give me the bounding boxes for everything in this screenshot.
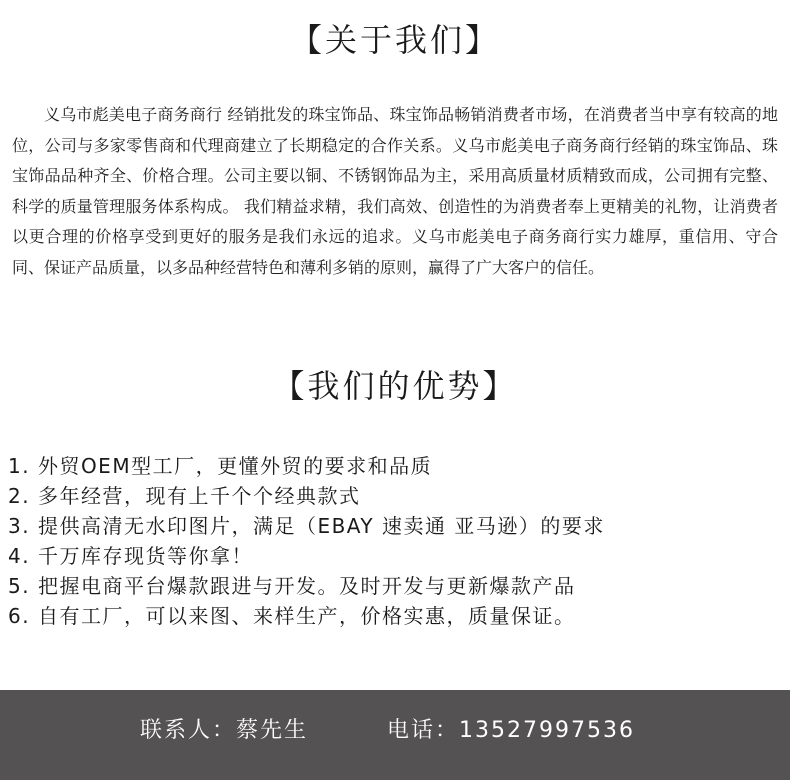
advantage-item: 6. 自有工厂，可以来图、来样生产，价格实惠，质量保证。: [8, 604, 576, 628]
about-title: 【关于我们】: [289, 21, 500, 59]
contact-phone: 电话：13527997536: [387, 718, 635, 743]
advantages-title: 【我们的优势】: [272, 367, 518, 405]
advantage-item: 4. 千万库存现货等你拿！: [8, 544, 253, 568]
advantage-item: 5. 把握电商平台爆款跟进与开发。及时开发与更新爆款产品: [8, 574, 576, 598]
advantage-item: 1. 外贸OEM型工厂，更懂外贸的要求和品质: [8, 454, 433, 478]
advantage-item: 2. 多年经营，现有上千个个经典款式: [8, 484, 361, 508]
about-text: 义乌市彪美电子商务商行 经销批发的珠宝饰品、珠宝饰品畅销消费者市场，在消费者当中享有较高的地位，公司与多家零售商和代理商建立了长期稳定的合作关系。义乌市彪美电子商务商行经销的珠宝饰品、珠宝饰品品种齐全、价格合理。公司主要以铜、不锈钢饰品为主，采用高质量材质精致而成，公司拥有完整、科学的质量管理服务体系构成。 我们精益求精，我们高效、创造性的为消费者奉上更精美的礼物，让消费者以更合理的价格享受到更好的服务是我们永远的追求。义乌市彪美电子商务商行实力雄厚，重信用、守合同、保证产品质量，以多品种经营特色和薄利多销的原则，赢得了广大客户的信任。: [12, 105, 778, 277]
advantages-list: [8, 451, 778, 631]
contact-footer: [0, 690, 790, 780]
contact-person: 联系人：蔡先生: [140, 718, 309, 743]
advantage-item: 3. 提供高清无水印图片，满足（EBAY 速卖通 亚马逊）的要求: [8, 514, 605, 538]
